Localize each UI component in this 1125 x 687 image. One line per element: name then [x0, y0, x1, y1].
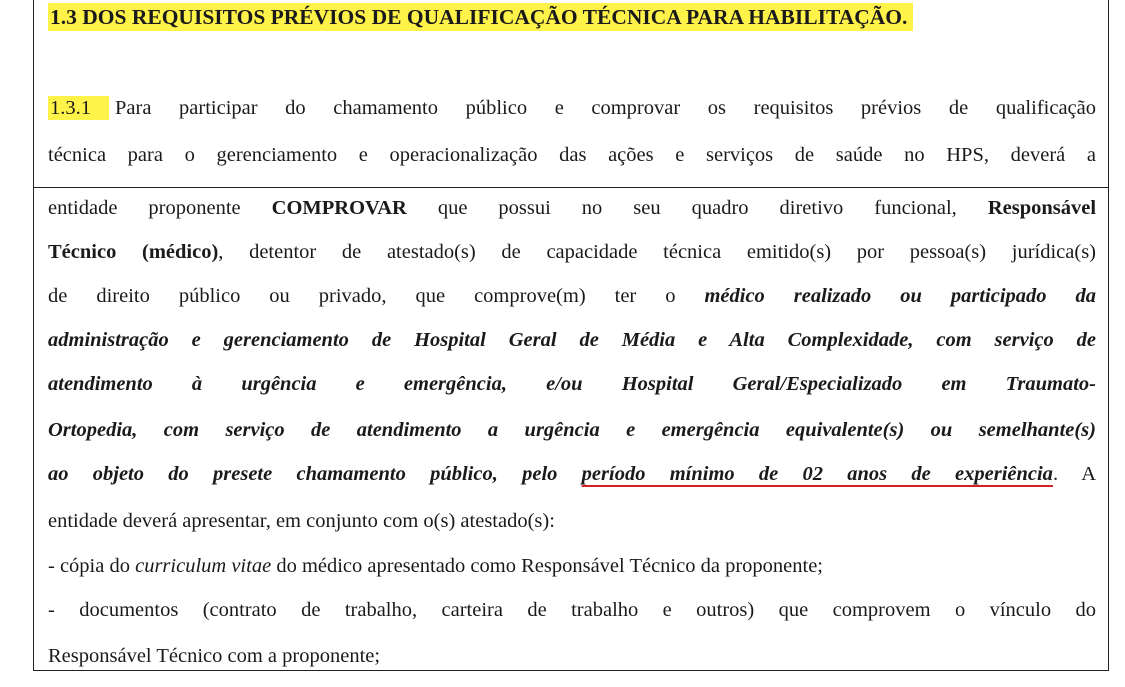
clause-text-13: Responsável Técnico com a proponente;: [48, 645, 381, 667]
clause-text-11a: - cópia do: [48, 555, 130, 577]
emphasis-atendimento: atendimento à urgência e emergência, e/ou Hospital Geral/Especializado em Traumato-: [48, 373, 1096, 395]
section-title-text: 1.3 DOS REQUISITOS PRÉVIOS DE QUALIFICAÇÃO TÉCNICA PARA HABILITAÇÃO.: [48, 3, 913, 31]
emphasis-administracao: administração e gerenciamento de Hospital Geral de Média e Alta Complexidade, com serviço de: [48, 329, 1096, 351]
emphasis-medico-realizado: médico realizado ou participado da: [704, 285, 1096, 307]
clause-line-4: [48, 239, 1096, 283]
emphasis-tecnico-medico: Técnico (médico): [48, 241, 219, 263]
clause-text-9c: . A: [1052, 463, 1096, 485]
clause-text-1: Para participar do chamamento público e comprovar os requisitos prévios de qualificação: [115, 97, 1096, 119]
section-title: [48, 5, 913, 30]
clause-line-6: [48, 327, 1096, 371]
clause-line-5: [48, 283, 1096, 327]
clause-text-11c: do médico apresentado como Responsável Técnico da proponente;: [276, 555, 823, 577]
emphasis-curriculum: curriculum vitae: [135, 555, 272, 577]
clause-text-5a: de direito público ou privado, que comprove(m) ter o: [48, 285, 676, 307]
clause-line-12: [48, 597, 1096, 641]
clause-number: 1.3.1: [48, 96, 109, 120]
clause-line-7: [48, 371, 1096, 415]
clause-line-13: [48, 643, 1096, 687]
clause-line-10: [48, 508, 1096, 552]
clause-line-3: [48, 195, 1096, 239]
clause-line-11: [48, 553, 1096, 597]
clause-text-3c: que possui no seu quadro diretivo funcional,: [437, 197, 957, 219]
clause-line-8: [48, 417, 1096, 461]
clause-line-2: [48, 142, 1096, 186]
emphasis-responsavel: Responsável: [987, 197, 1097, 219]
clause-text-4b: , detentor de atestado(s) de capacidade técnica emitido(s) por pessoa(s) jurídica(s): [218, 241, 1097, 263]
clause-text-12: - documentos (contrato de trabalho, carteira de trabalho e outros) que comprovem o vínculo do: [48, 599, 1096, 621]
clause-line-1: [48, 95, 1096, 139]
clause-line-9: [48, 461, 1096, 505]
clause-text-2: técnica para o gerenciamento e operacionalização das ações e serviços de saúde no HPS, deverá a: [48, 144, 1096, 166]
emphasis-objeto: ao objeto do presete chamamento público, pelo: [48, 463, 558, 485]
emphasis-comprovar: COMPROVAR: [271, 197, 407, 219]
emphasis-periodo-minimo: período mínimo de 02 anos de experiência: [581, 463, 1053, 485]
emphasis-ortopedia: Ortopedia, com serviço de atendimento a urgência e emergência equivalente(s) ou semelhante(s): [48, 419, 1096, 441]
clause-text-10: entidade deverá apresentar, em conjunto com o(s) atestado(s):: [48, 510, 555, 532]
clause-text-3a: entidade proponente: [48, 197, 241, 219]
